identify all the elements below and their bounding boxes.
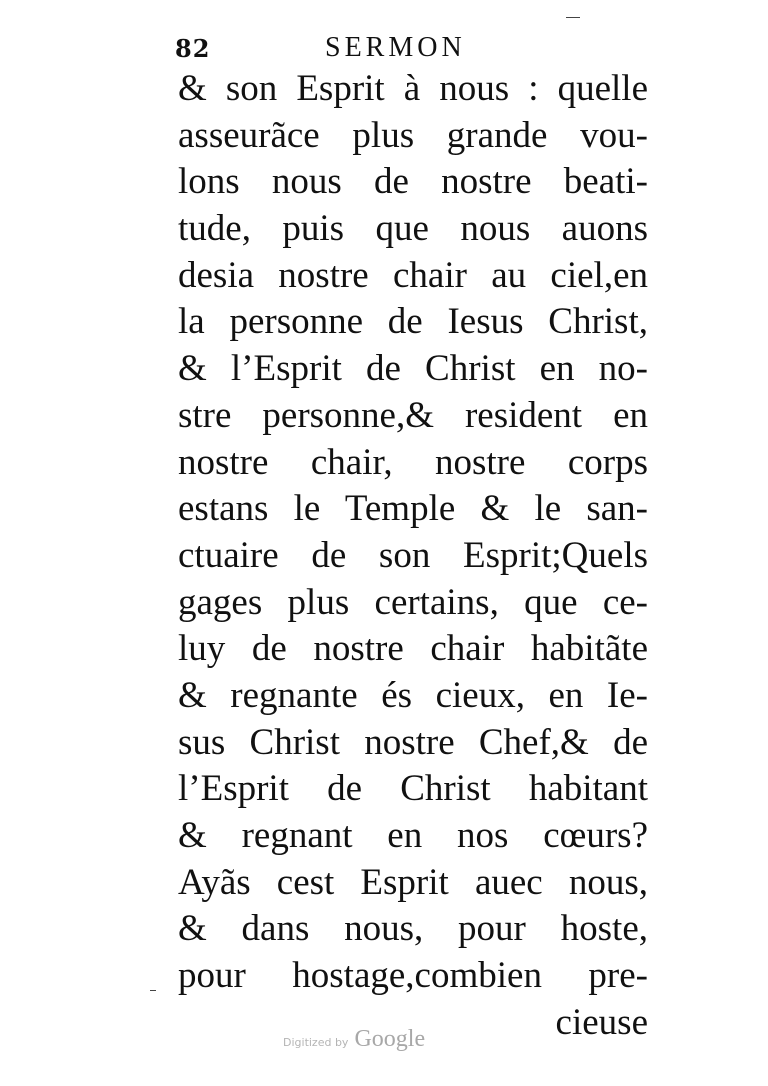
text-line: sus Christ nostre Chef,& de [178,721,648,763]
text-line: & dans nous, pour hoste, [178,908,648,950]
text-line: pour hostage,combien pre- [178,955,648,997]
text-line: & regnante és cieux, en Ie- [178,674,648,716]
page-header [175,32,645,68]
print-speck [150,990,156,991]
text-line: estans le Temple & le san- [178,488,648,530]
running-title: SERMON [325,32,466,63]
text-line: desia nostre chair au ciel,en [178,254,648,296]
sermon-text [178,66,648,1046]
text-line: ctuaire de son Esprit;Quels [178,534,648,576]
text-line: lons nous de nostre beati- [178,161,648,203]
digitized-by-label: Digitized by [283,1036,349,1049]
text-line: & l’Esprit de Christ en no- [178,348,648,390]
text-line: nostre chair, nostre corps [178,441,648,483]
text-line: luy de nostre chair habitãte [178,628,648,670]
text-line: stre personne,& resident en [178,394,648,436]
digitization-watermark [283,1026,425,1056]
text-line: gages plus certains, que ce- [178,581,648,623]
text-line: la personne de Iesus Christ, [178,301,648,343]
print-speck [566,17,580,18]
text-line: Ayãs cest Esprit auec nous, [178,861,648,903]
text-line: & regnant en nos cœurs? [178,815,648,856]
google-logo: Google [354,1026,426,1052]
text-line: asseurãce plus grande vou- [178,114,648,156]
page-number: 82 [175,34,211,63]
text-line: tude, puis que nous auons [178,208,648,250]
text-line: & son Esprit à nous : quelle [178,68,648,109]
catchword: cieuse [555,1001,648,1043]
text-line: l’Esprit de Christ habitant [178,768,648,810]
